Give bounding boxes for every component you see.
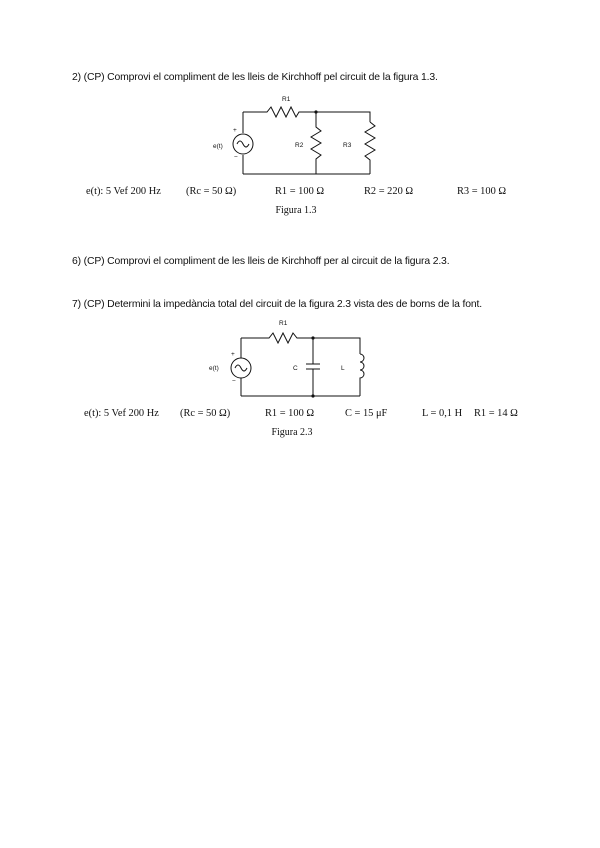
circuit-figure-1-3 <box>205 92 395 180</box>
r1-label: R1 <box>282 96 291 103</box>
source-label: e(t) <box>209 365 219 372</box>
c-label: C <box>293 365 298 372</box>
r3-label: R3 <box>343 142 352 149</box>
l-value: L = 0,1 H <box>422 408 463 419</box>
minus-sign: − <box>232 378 236 385</box>
question-7-text: 7) (CP) Determini la impedància total del circuit de la figura 2.3 vista des de borns de la font. <box>72 299 482 310</box>
plus-sign: + <box>231 351 235 358</box>
r2-label: R2 <box>295 142 304 149</box>
source-label: e(t) <box>213 143 223 150</box>
rl-value: R1 = 14 Ω <box>474 408 518 419</box>
question-2-text: 2) (CP) Comprovi el compliment de les lleis de Kirchhoff pel circuit de la figura 1.3. <box>72 72 438 83</box>
plus-sign: + <box>233 127 237 134</box>
question-6-text: 6) (CP) Comprovi el compliment de les lleis de Kirchhoff per al circuit de la figura 2.3. <box>72 256 450 267</box>
figure-2-3-caption: Figura 2.3 <box>271 427 313 438</box>
node-dot <box>311 336 314 339</box>
source-spec: e(t): 5 Vef 200 Hz <box>86 186 161 197</box>
r1-label: R1 <box>279 320 288 327</box>
r3-value: R3 = 100 Ω <box>457 186 507 197</box>
r1-value: R1 = 100 Ω <box>275 186 325 197</box>
figure-1-3-caption: Figura 1.3 <box>275 205 317 216</box>
minus-sign: − <box>234 154 238 161</box>
figure-1-3-parameters <box>86 186 526 200</box>
c-value: C = 15 μF <box>345 408 388 419</box>
figure-2-3-parameters <box>84 408 534 422</box>
internal-resistance: (Rc = 50 Ω) <box>180 408 231 419</box>
r2-value: R2 = 220 Ω <box>364 186 414 197</box>
l-label: L <box>341 365 345 372</box>
node-dot <box>311 394 314 397</box>
circuit-figure-2-3 <box>205 314 385 404</box>
internal-resistance: (Rc = 50 Ω) <box>186 186 237 197</box>
source-spec: e(t): 5 Vef 200 Hz <box>84 408 159 419</box>
node-dot <box>314 110 317 113</box>
r1-value: R1 = 100 Ω <box>265 408 315 419</box>
